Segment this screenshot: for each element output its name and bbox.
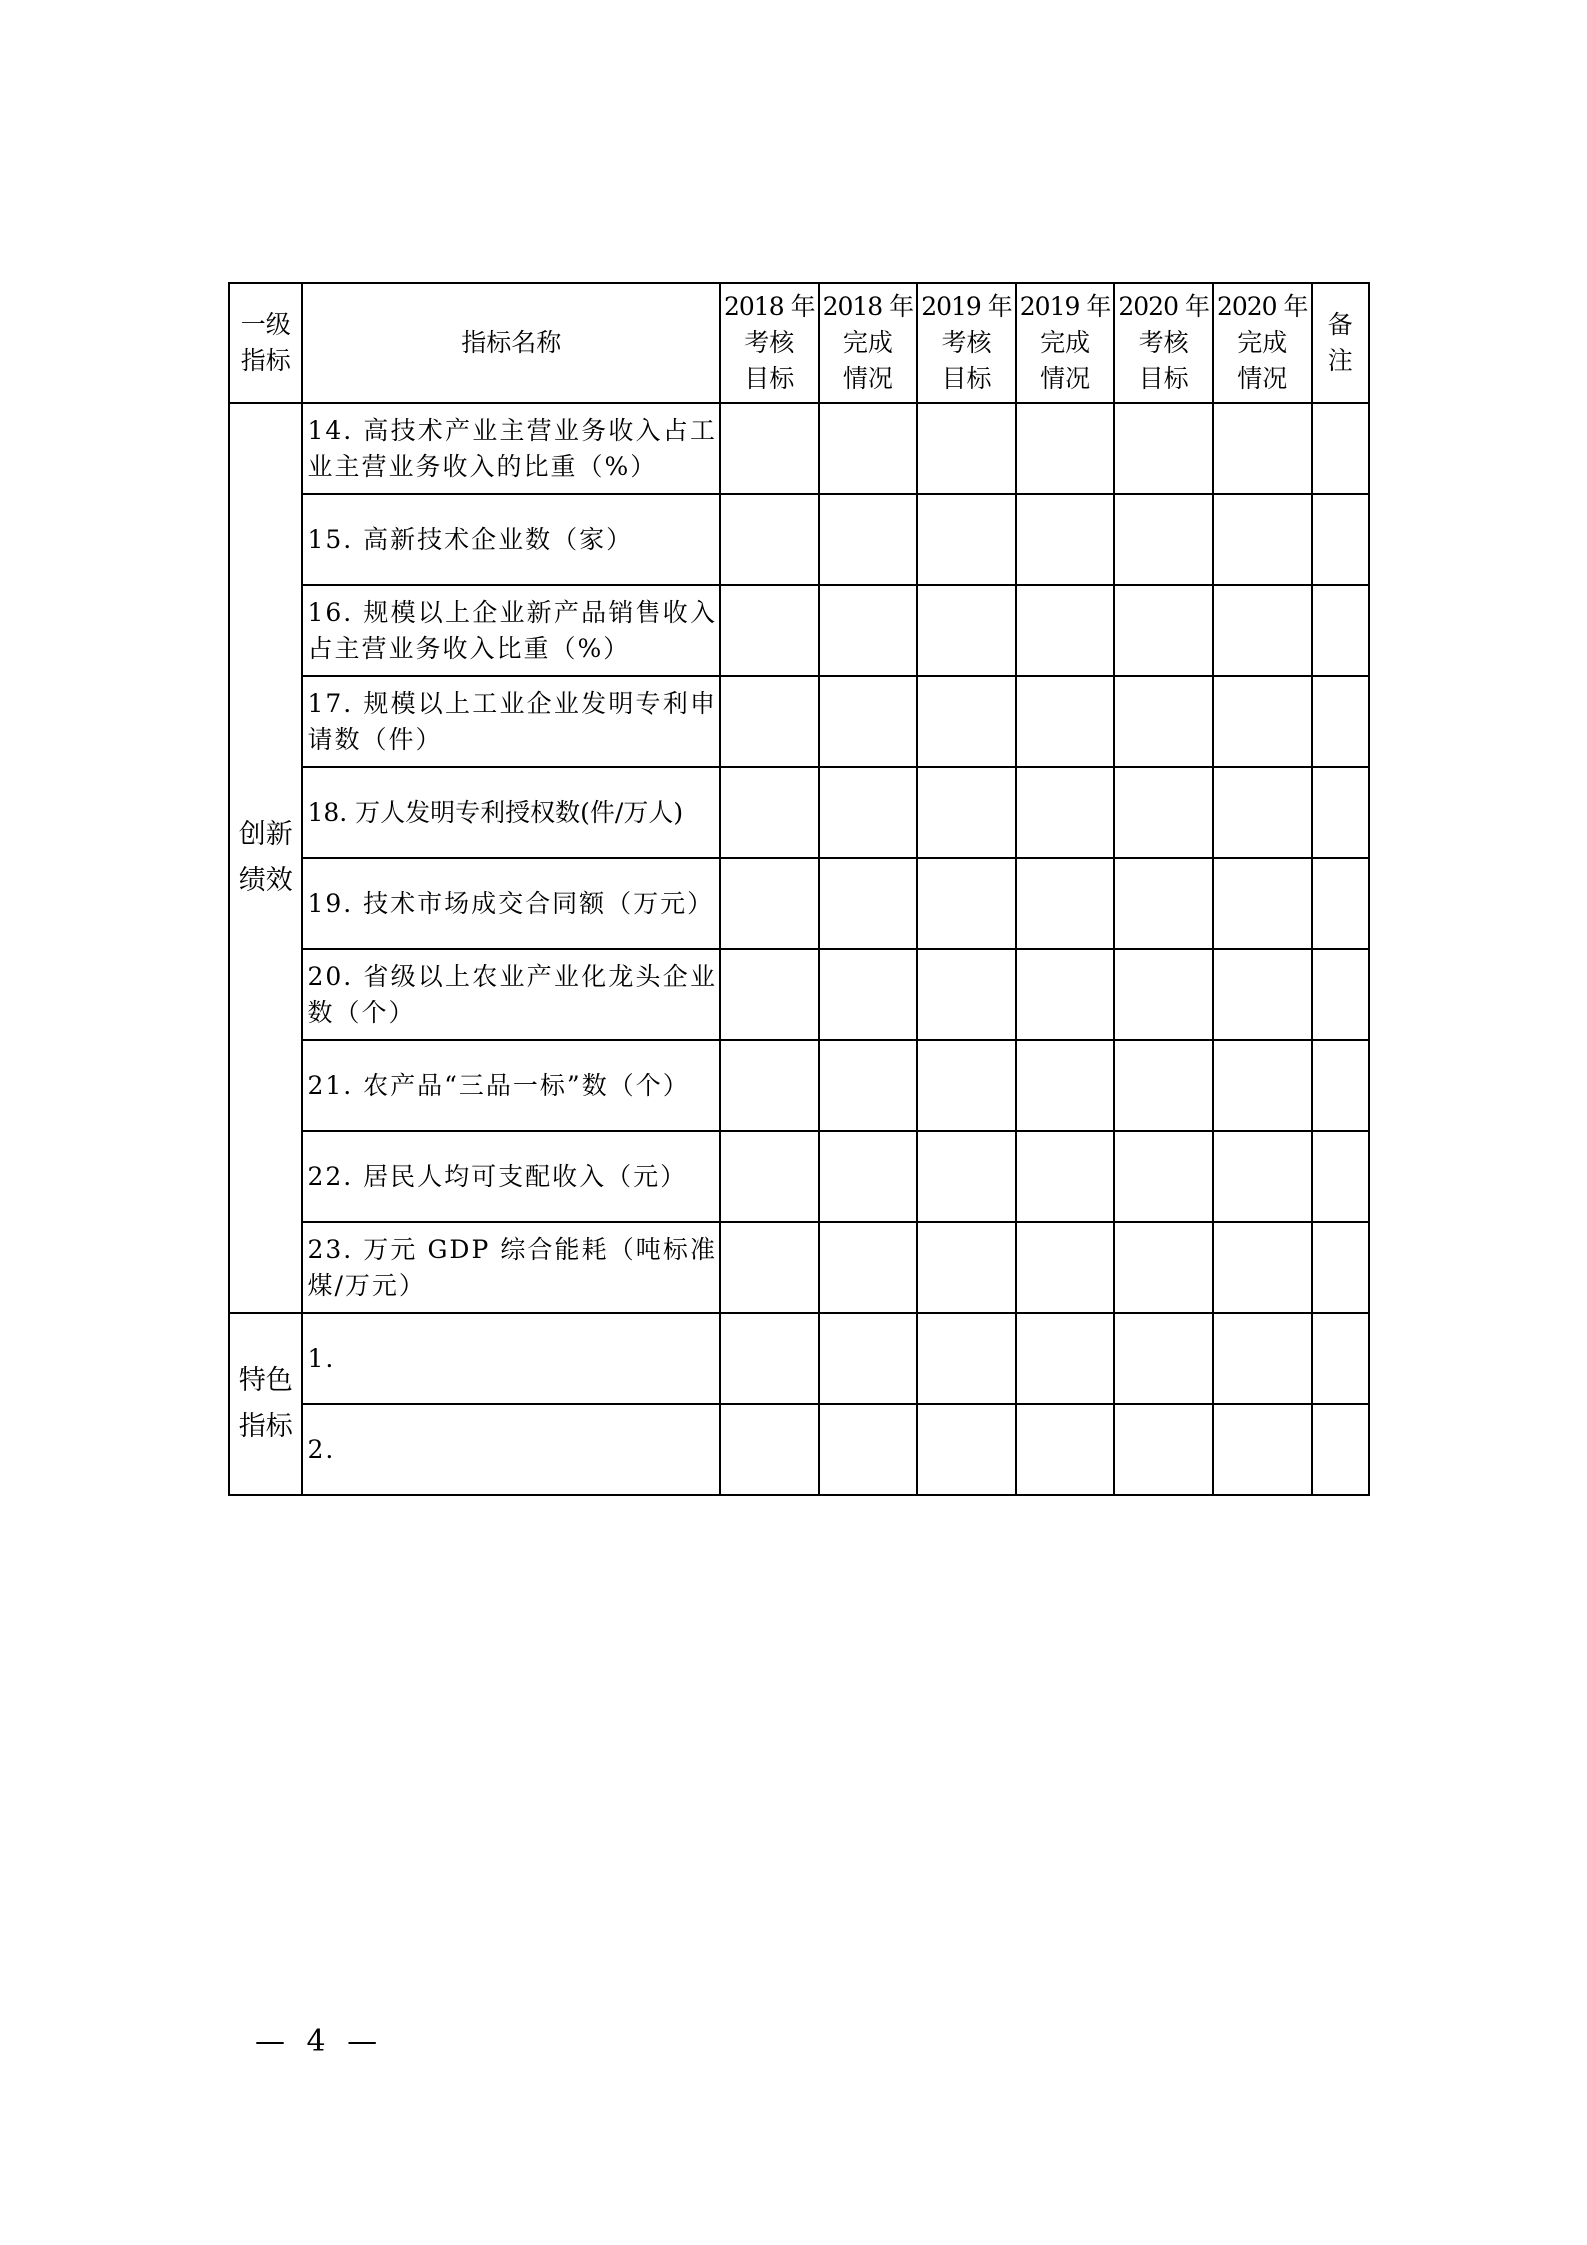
header-note (1312, 283, 1369, 403)
indicator-table (228, 282, 1370, 1496)
value-cell (1114, 676, 1213, 767)
table-row (229, 494, 1369, 585)
header-line2: 完成 (842, 328, 893, 357)
value-cell (917, 767, 1016, 858)
category-innovation (229, 403, 302, 1313)
header-2020-actual (1213, 283, 1312, 403)
table-row (229, 767, 1369, 858)
indicator-name: 17. 规模以上工业企业发明专利申请数（件） (302, 676, 720, 767)
value-cell (917, 1404, 1016, 1495)
value-cell (917, 858, 1016, 949)
value-cell (1016, 1131, 1115, 1222)
header-line3: 情况 (1237, 364, 1288, 393)
table-row (229, 858, 1369, 949)
value-cell (1213, 676, 1312, 767)
value-cell (1114, 858, 1213, 949)
value-cell (819, 949, 918, 1040)
page-number: — 4 — (255, 2024, 384, 2059)
header-line3: 目标 (941, 364, 992, 393)
category-line2: 指标 (238, 1411, 293, 1442)
value-cell (720, 1131, 819, 1222)
indicator-name: 2. (302, 1404, 720, 1495)
value-cell (1114, 1222, 1213, 1313)
indicator-name: 1. (302, 1313, 720, 1404)
header-indicator-name: 指标名称 (302, 283, 720, 403)
category-line1: 创新 (238, 819, 293, 850)
header-category (229, 283, 302, 403)
header-line2: 完成 (1237, 328, 1288, 357)
value-cell (917, 949, 1016, 1040)
table-row (229, 1040, 1369, 1131)
table-row (229, 1313, 1369, 1404)
table-row (229, 403, 1369, 494)
header-2018-target (720, 283, 819, 403)
value-cell (720, 858, 819, 949)
value-cell (1213, 767, 1312, 858)
header-line3: 目标 (744, 364, 795, 393)
header-note-line1: 备 (1327, 310, 1353, 339)
header-note-line2: 注 (1327, 346, 1353, 375)
header-category-line1: 一级 (240, 310, 291, 339)
note-cell (1312, 1313, 1369, 1404)
value-cell (1213, 949, 1312, 1040)
indicator-name: 18. 万人发明专利授权数(件/万人) (302, 767, 720, 858)
value-cell (917, 1313, 1016, 1404)
value-cell (1016, 1313, 1115, 1404)
table-row (229, 585, 1369, 676)
category-line1: 特色 (238, 1365, 293, 1396)
note-cell (1312, 767, 1369, 858)
note-cell (1312, 676, 1369, 767)
header-year: 2018 年 (724, 292, 815, 321)
value-cell (720, 403, 819, 494)
note-cell (1312, 949, 1369, 1040)
value-cell (1114, 767, 1213, 858)
value-cell (1016, 1040, 1115, 1131)
value-cell (819, 1040, 918, 1131)
value-cell (720, 676, 819, 767)
table-header-row (229, 283, 1369, 403)
value-cell (917, 676, 1016, 767)
value-cell (819, 1222, 918, 1313)
category-line2: 绩效 (238, 865, 293, 896)
indicator-name: 14. 高技术产业主营业务收入占工业主营业务收入的比重（%） (302, 403, 720, 494)
header-2018-actual (819, 283, 918, 403)
header-category-line2: 指标 (240, 346, 291, 375)
value-cell (917, 1222, 1016, 1313)
value-cell (1213, 1404, 1312, 1495)
value-cell (1114, 494, 1213, 585)
value-cell (1213, 1131, 1312, 1222)
note-cell (1312, 1040, 1369, 1131)
header-line3: 情况 (1040, 364, 1091, 393)
value-cell (720, 1313, 819, 1404)
header-line3: 情况 (842, 364, 893, 393)
value-cell (1114, 1131, 1213, 1222)
indicator-name: 16. 规模以上企业新产品销售收入占主营业务收入比重（%） (302, 585, 720, 676)
header-year: 2020 年 (1118, 292, 1209, 321)
value-cell (1114, 949, 1213, 1040)
note-cell (1312, 1131, 1369, 1222)
header-2019-target (917, 283, 1016, 403)
indicator-name: 19. 技术市场成交合同额（万元） (302, 858, 720, 949)
value-cell (1016, 1404, 1115, 1495)
value-cell (1213, 403, 1312, 494)
indicator-name: 23. 万元 GDP 综合能耗（吨标准煤/万元） (302, 1222, 720, 1313)
value-cell (819, 494, 918, 585)
value-cell (1114, 403, 1213, 494)
table-row (229, 1131, 1369, 1222)
value-cell (819, 676, 918, 767)
note-cell (1312, 585, 1369, 676)
indicator-name: 22. 居民人均可支配收入（元） (302, 1131, 720, 1222)
value-cell (1114, 1040, 1213, 1131)
value-cell (819, 1131, 918, 1222)
value-cell (819, 1313, 918, 1404)
header-line2: 考核 (941, 328, 992, 357)
value-cell (819, 585, 918, 676)
table-row (229, 949, 1369, 1040)
value-cell (1213, 585, 1312, 676)
value-cell (720, 1222, 819, 1313)
value-cell (1213, 1222, 1312, 1313)
header-year: 2019 年 (1019, 292, 1111, 321)
value-cell (1114, 1404, 1213, 1495)
header-line2: 完成 (1040, 328, 1091, 357)
value-cell (720, 494, 819, 585)
category-featured (229, 1313, 302, 1495)
table-row (229, 1404, 1369, 1495)
value-cell (720, 767, 819, 858)
value-cell (819, 403, 918, 494)
value-cell (720, 1040, 819, 1131)
header-year: 2020 年 (1216, 292, 1308, 321)
value-cell (917, 1131, 1016, 1222)
value-cell (1016, 494, 1115, 585)
value-cell (1016, 585, 1115, 676)
value-cell (917, 403, 1016, 494)
value-cell (1213, 1040, 1312, 1131)
value-cell (819, 767, 918, 858)
value-cell (917, 494, 1016, 585)
header-line2: 考核 (744, 328, 795, 357)
value-cell (1016, 858, 1115, 949)
indicator-name: 21. 农产品“三品一标”数（个） (302, 1040, 720, 1131)
table-row (229, 676, 1369, 767)
note-cell (1312, 494, 1369, 585)
value-cell (1213, 1313, 1312, 1404)
value-cell (1016, 949, 1115, 1040)
value-cell (819, 858, 918, 949)
value-cell (720, 1404, 819, 1495)
value-cell (1016, 403, 1115, 494)
value-cell (720, 585, 819, 676)
note-cell (1312, 1404, 1369, 1495)
header-line2: 考核 (1138, 328, 1189, 357)
value-cell (720, 949, 819, 1040)
table-body (229, 403, 1369, 1495)
value-cell (1016, 767, 1115, 858)
indicator-name: 20. 省级以上农业产业化龙头企业数（个） (302, 949, 720, 1040)
value-cell (819, 1404, 918, 1495)
value-cell (1016, 1222, 1115, 1313)
value-cell (1114, 585, 1213, 676)
value-cell (917, 585, 1016, 676)
note-cell (1312, 1222, 1369, 1313)
indicator-name: 15. 高新技术企业数（家） (302, 494, 720, 585)
value-cell (917, 1040, 1016, 1131)
value-cell (1016, 676, 1115, 767)
header-year: 2018 年 (822, 292, 914, 321)
header-line3: 目标 (1138, 364, 1189, 393)
value-cell (1114, 1313, 1213, 1404)
header-2019-actual (1016, 283, 1115, 403)
table-row (229, 1222, 1369, 1313)
value-cell (1213, 494, 1312, 585)
note-cell (1312, 403, 1369, 494)
header-year: 2019 年 (921, 292, 1012, 321)
value-cell (1213, 858, 1312, 949)
note-cell (1312, 858, 1369, 949)
header-2020-target (1114, 283, 1213, 403)
